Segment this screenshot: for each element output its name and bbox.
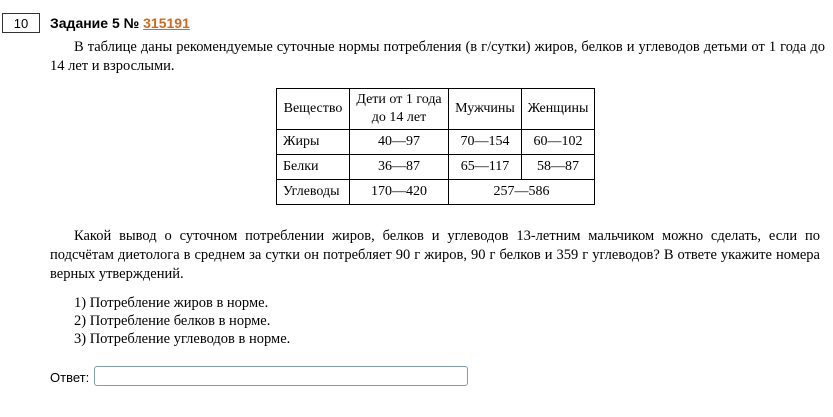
cell-women: 58—87 xyxy=(522,155,595,180)
task-header xyxy=(50,15,190,31)
header-substance: Вещество xyxy=(277,89,350,130)
answer-label: Ответ: xyxy=(50,370,90,385)
norms-table xyxy=(276,88,595,205)
task-number: 10 xyxy=(13,15,29,31)
intro-paragraph: В таблице даны рекомендуемые суточные нормы потребления (в г/сутки) жиров, белков и углеводов детьми от 1 года до 14 лет и взрослыми. xyxy=(50,39,825,74)
task-title: Задание 5 № xyxy=(50,15,140,31)
cell-children: 40—97 xyxy=(350,130,449,155)
cell-adults: 257—586 xyxy=(449,180,595,205)
cell-children: 170—420 xyxy=(350,180,449,205)
answer-input[interactable] xyxy=(94,366,468,386)
header-children: Дети от 1 года до 14 лет xyxy=(350,89,449,130)
cell-substance: Жиры xyxy=(277,130,350,155)
cell-substance: Белки xyxy=(277,155,350,180)
option-item: 1) Потребление жиров в норме. xyxy=(74,295,269,311)
cell-substance: Углеводы xyxy=(277,180,350,205)
table-row xyxy=(277,180,595,205)
options-list xyxy=(74,294,290,348)
cell-children: 36—87 xyxy=(350,155,449,180)
header-women: Женщины xyxy=(522,89,595,130)
task-number-box xyxy=(2,13,40,33)
cell-women: 60—102 xyxy=(522,130,595,155)
table-header-row xyxy=(277,89,595,130)
table-row xyxy=(277,155,595,180)
cell-men: 65—117 xyxy=(449,155,522,180)
table-row xyxy=(277,130,595,155)
cell-men: 70—154 xyxy=(449,130,522,155)
question-paragraph: Какой вывод о суточном потреблении жиров, белков и углеводов 13-летним мальчиком можно сделать, если по подсчётам диетолога в среднем за сутки он потребляет 90 г жиров, 90 г белков и 359 г углеводов? В ответе укажите номера верных утверждений. xyxy=(50,228,820,282)
task-id-link[interactable]: 315191 xyxy=(143,15,190,31)
option-item: 3) Потребление углеводов в норме. xyxy=(74,331,291,347)
option-item: 2) Потребление белков в норме. xyxy=(74,313,271,329)
header-men: Мужчины xyxy=(449,89,522,130)
